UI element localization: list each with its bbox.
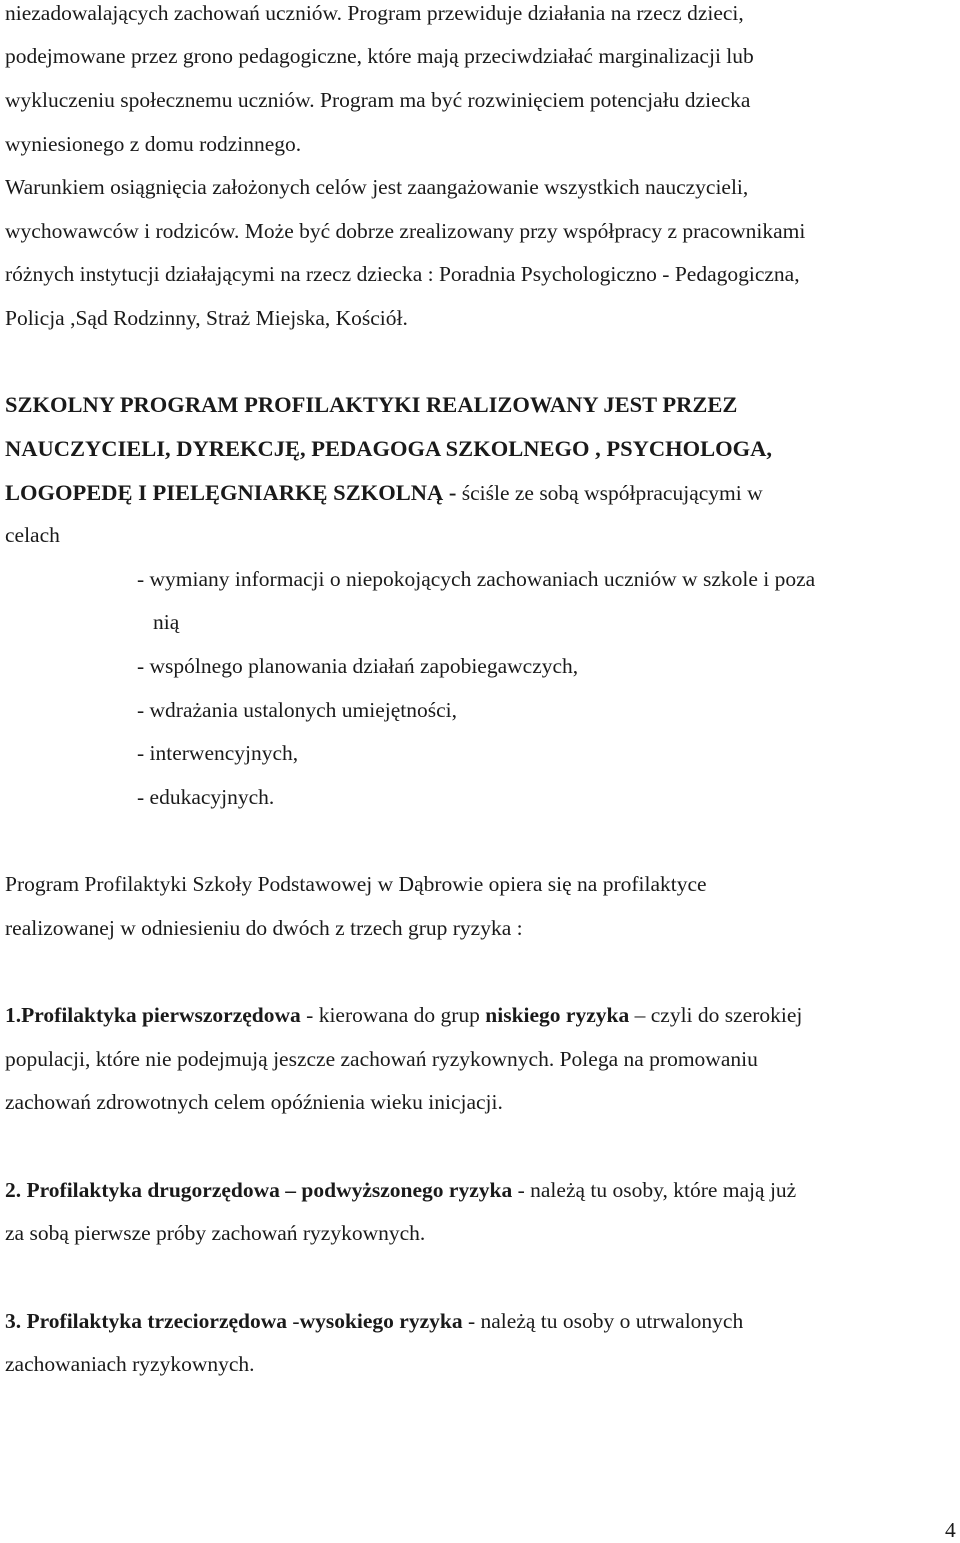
item-risk: niskiego ryzyka: [485, 1003, 630, 1027]
item-title: 3. Profilaktyka trzeciorzędowa: [5, 1309, 288, 1333]
list-item: - wymiany informacji o niepokojących zachowaniach uczniów w szkole i poza: [137, 567, 816, 591]
list-item: - interwencyjnych,: [137, 741, 299, 765]
item-text: - kierowana do grup: [300, 1003, 486, 1027]
paragraph-line: wyniesionego z domu rodzinnego.: [5, 132, 302, 156]
section-heading-bold: LOGOPEDĘ I PIELĘGNIARKĘ SZKOLNĄ -: [5, 480, 457, 505]
paragraph-line: zachowaniach ryzykownych.: [5, 1352, 255, 1376]
page-number: 4: [945, 1518, 956, 1542]
section-heading-rest: ściśle ze sobą współpracującymi w: [456, 481, 763, 505]
list-item-continuation: nią: [153, 610, 180, 634]
paragraph-line: populacji, które nie podejmują jeszcze zachowań ryzykownych. Polega na promowaniu: [5, 1047, 758, 1071]
paragraph-line: zachowań zdrowotnych celem opóźnienia wieku inicjacji.: [5, 1090, 503, 1114]
paragraph-line: niezadowalających zachowań uczniów. Program przewiduje działania na rzecz dzieci,: [5, 1, 744, 25]
item-text: - należą tu osoby o utrwalonych: [462, 1309, 744, 1333]
prevention-item-1: [5, 1005, 802, 1027]
prevention-item-2: [5, 1180, 796, 1202]
paragraph-line: podejmowane przez grono pedagogiczne, które mają przeciwdziałać marginalizacji lub: [5, 44, 754, 68]
section-heading-line: [5, 482, 763, 505]
paragraph-line: Warunkiem osiągnięcia założonych celów jest zaangażowanie wszystkich nauczycieli,: [5, 175, 749, 199]
paragraph-line: Program Profilaktyki Szkoły Podstawowej w Dąbrowie opiera się na profilaktyce: [5, 872, 707, 896]
paragraph-line: wychowawców i rodziców. Może być dobrze zrealizowany przy współpracy z pracownikami: [5, 219, 806, 243]
section-heading: SZKOLNY PROGRAM PROFILAKTYKI REALIZOWANY JEST PRZEZ: [5, 392, 738, 417]
item-text: – czyli do szerokiej: [629, 1003, 803, 1027]
item-text: -: [287, 1309, 300, 1333]
list-item: - edukacyjnych.: [137, 785, 275, 809]
item-text: - należą tu osoby, które mają już: [512, 1178, 797, 1202]
prevention-item-3: [5, 1311, 743, 1333]
item-risk: wysokiego ryzyka: [299, 1309, 463, 1333]
paragraph-line: różnych instytucji działającymi na rzecz dziecka : Poradnia Psychologiczno - Pedagogiczna,: [5, 262, 800, 286]
paragraph-line: Policja ,Sąd Rodzinny, Straż Miejska, Kościół.: [5, 306, 408, 330]
item-title: 2. Profilaktyka drugorzędowa – podwyższonego ryzyka: [5, 1178, 513, 1202]
paragraph-line: za sobą pierwsze próby zachowań ryzykownych.: [5, 1221, 426, 1245]
paragraph-line: realizowanej w odniesieniu do dwóch z trzech grup ryzyka :: [5, 916, 523, 940]
section-heading-line: celach: [5, 523, 60, 547]
item-title: 1.Profilaktyka pierwszorzędowa: [5, 1003, 301, 1027]
list-item: - wdrażania ustalonych umiejętności,: [137, 698, 458, 722]
section-heading: NAUCZYCIELI, DYREKCJĘ, PEDAGOGA SZKOLNEGO , PSYCHOLOGA,: [5, 436, 772, 461]
list-item: - wspólnego planowania działań zapobiegawczych,: [137, 654, 579, 678]
paragraph-line: wykluczeniu społecznemu uczniów. Program ma być rozwinięciem potencjału dziecka: [5, 88, 751, 112]
